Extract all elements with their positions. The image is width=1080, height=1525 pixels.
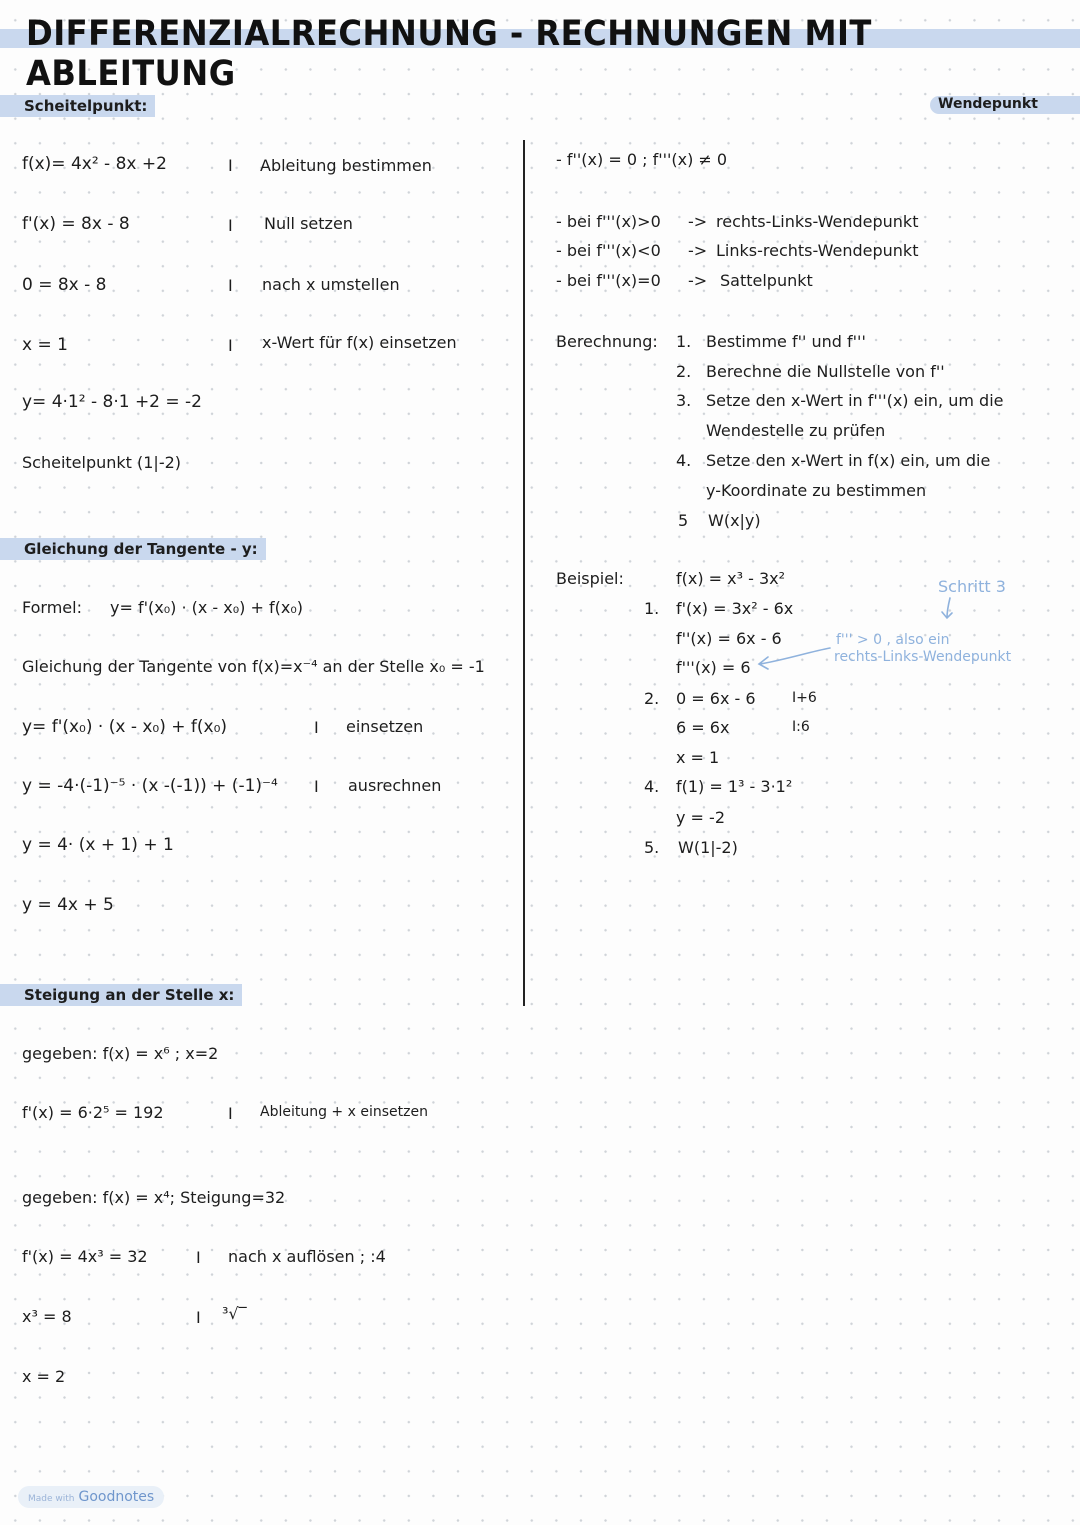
arrow-icon: -> — [688, 241, 708, 260]
steigung-given-1: gegeben: f(x) = x⁶ ; x=2 — [22, 1044, 219, 1063]
steigung-given-2: gegeben: f(x) = x⁴; Steigung=32 — [22, 1188, 286, 1207]
tangent-note-1: einsetzen — [346, 717, 424, 736]
scheitel-calc: y= 4·1² - 8·1 +2 = -2 — [22, 392, 203, 412]
beispiel-label: Beispiel: — [556, 569, 624, 588]
scheitel-note-1: Ableitung bestimmen — [260, 156, 432, 175]
steigung-expr-3: x³ = 8 — [22, 1307, 72, 1326]
bsp-e1-note: I+6 — [792, 690, 817, 706]
step-text: y-Koordinate zu bestimmen — [706, 481, 927, 500]
heading-tangente: Gleichung der Tangente - y: — [0, 538, 266, 560]
arrow-left-icon — [754, 644, 834, 670]
steigung-note-2: nach x auflösen ; :4 — [228, 1247, 386, 1266]
scheitel-expr-3: 0 = 8x - 8 — [22, 275, 107, 295]
scheitel-note-3: nach x umstellen — [262, 275, 400, 294]
tangent-line-1: y = 4· (x + 1) + 1 — [22, 835, 174, 855]
bsp-e2-note: I:6 — [792, 719, 810, 735]
step-number: 2. — [676, 362, 692, 381]
step-text: Setze den x-Wert in f'''(x) ein, um die — [706, 391, 1004, 410]
step-text: W(x|y) — [708, 511, 761, 530]
step-number: 1. — [676, 332, 692, 351]
scheitel-expr-2: f'(x) = 8x - 8 — [22, 214, 130, 234]
bsp-w: W(1|-2) — [678, 838, 738, 857]
bsp-number: 1. — [644, 599, 660, 618]
arrow-icon: -> — [688, 271, 708, 290]
heading-steigung: Steigung an der Stelle x: — [0, 984, 242, 1006]
arrow-icon: -> — [688, 212, 708, 231]
case-1-result: rechts-Links-Wendepunkt — [716, 212, 919, 231]
annotation-line-1: f''' > 0 , also ein — [836, 632, 950, 648]
step-number: 5 — [678, 511, 689, 530]
bsp-e1: 0 = 6x - 6 — [676, 689, 756, 708]
bsp-number: 5. — [644, 838, 660, 857]
row-separator: I — [314, 777, 319, 796]
heading-scheitelpunkt: Scheitelpunkt: — [0, 95, 155, 117]
row-separator: I — [196, 1308, 201, 1327]
bsp-number: 4. — [644, 777, 660, 796]
tangent-task: Gleichung der Tangente von f(x)=x⁻⁴ an der Stelle x₀ = -1 — [22, 657, 485, 676]
step-text: Wendestelle zu prüfen — [706, 421, 886, 440]
tangent-expr-2: y = -4·(-1)⁻⁵ · (x -(-1)) + (-1)⁻⁴ — [22, 776, 278, 796]
row-separator: I — [228, 1104, 233, 1123]
row-separator: I — [314, 718, 319, 737]
steigung-expr-2: f'(x) = 4x³ = 32 — [22, 1247, 148, 1266]
row-separator: I — [228, 156, 233, 175]
wende-condition: - f''(x) = 0 ; f'''(x) ≠ 0 — [556, 150, 728, 169]
step-number: 3. — [676, 391, 692, 410]
made-with-text: Made with — [28, 1494, 75, 1504]
annotation-line-2: rechts-Links-Wendepunkt — [834, 649, 1012, 665]
scheitel-expr-4: x = 1 — [22, 335, 68, 355]
case-1-cond: - bei f'''(x)>0 — [556, 212, 661, 231]
case-2-result: Links-rechts-Wendepunkt — [716, 241, 919, 260]
scheitel-note-4: x-Wert für f(x) einsetzen — [262, 333, 457, 352]
steigung-result: x = 2 — [22, 1367, 66, 1386]
step-text: Bestimme f'' und f''' — [706, 332, 866, 351]
column-divider — [523, 140, 525, 1006]
arrow-down-icon — [938, 596, 958, 622]
steigung-expr-1: f'(x) = 6·2⁵ = 192 — [22, 1103, 164, 1122]
goodnotes-brand: Goodnotes — [78, 1489, 155, 1505]
scheitel-result: Scheitelpunkt (1|-2) — [22, 453, 182, 472]
berechnung-label: Berechnung: — [556, 332, 658, 351]
tangent-note-2: ausrechnen — [348, 776, 442, 795]
bsp-e2: 6 = 6x — [676, 718, 730, 737]
step-text: Setze den x-Wert in f(x) ein, um die — [706, 451, 991, 470]
scheitel-expr-1: f(x)= 4x² - 8x +2 — [22, 154, 167, 174]
case-2-cond: - bei f'''(x)<0 — [556, 241, 661, 260]
bsp-g1: f(1) = 1³ - 3·1² — [676, 777, 793, 796]
annotation-label: Schritt 3 — [938, 577, 1006, 596]
bsp-d2: f''(x) = 6x - 6 — [676, 629, 782, 648]
step-text: Berechne die Nullstelle von f'' — [706, 362, 945, 381]
tangent-line-2: y = 4x + 5 — [22, 895, 114, 915]
cube-root-symbol: ³√‾ — [222, 1304, 247, 1323]
row-separator: I — [228, 216, 233, 235]
bsp-d1: f'(x) = 3x² - 6x — [676, 599, 794, 618]
bsp-function: f(x) = x³ - 3x² — [676, 569, 786, 588]
tangent-formula: y= f'(x₀) · (x - x₀) + f(x₀) — [110, 598, 303, 617]
steigung-note-1: Ableitung + x einsetzen — [260, 1104, 428, 1120]
heading-wendepunkt: Wendepunkt — [938, 96, 1038, 112]
scheitel-note-2: Null setzen — [264, 214, 353, 233]
row-separator: I — [228, 336, 233, 355]
bsp-g2: y = -2 — [676, 808, 725, 827]
step-number: 4. — [676, 451, 692, 470]
row-separator: I — [228, 276, 233, 295]
bsp-e3: x = 1 — [676, 748, 720, 767]
goodnotes-badge — [18, 1486, 164, 1508]
page-title: DIFFERENZIALRECHNUNG - RECHNUNGEN MIT ABLEITUNG — [26, 14, 872, 94]
case-3-result: Sattelpunkt — [720, 271, 813, 290]
bsp-d3: f'''(x) = 6 — [676, 658, 751, 677]
formel-label: Formel: — [22, 598, 82, 617]
case-3-cond: - bei f'''(x)=0 — [556, 271, 661, 290]
row-separator: I — [196, 1248, 201, 1267]
bsp-number: 2. — [644, 689, 660, 708]
tangent-expr-1: y= f'(x₀) · (x - x₀) + f(x₀) — [22, 717, 228, 737]
